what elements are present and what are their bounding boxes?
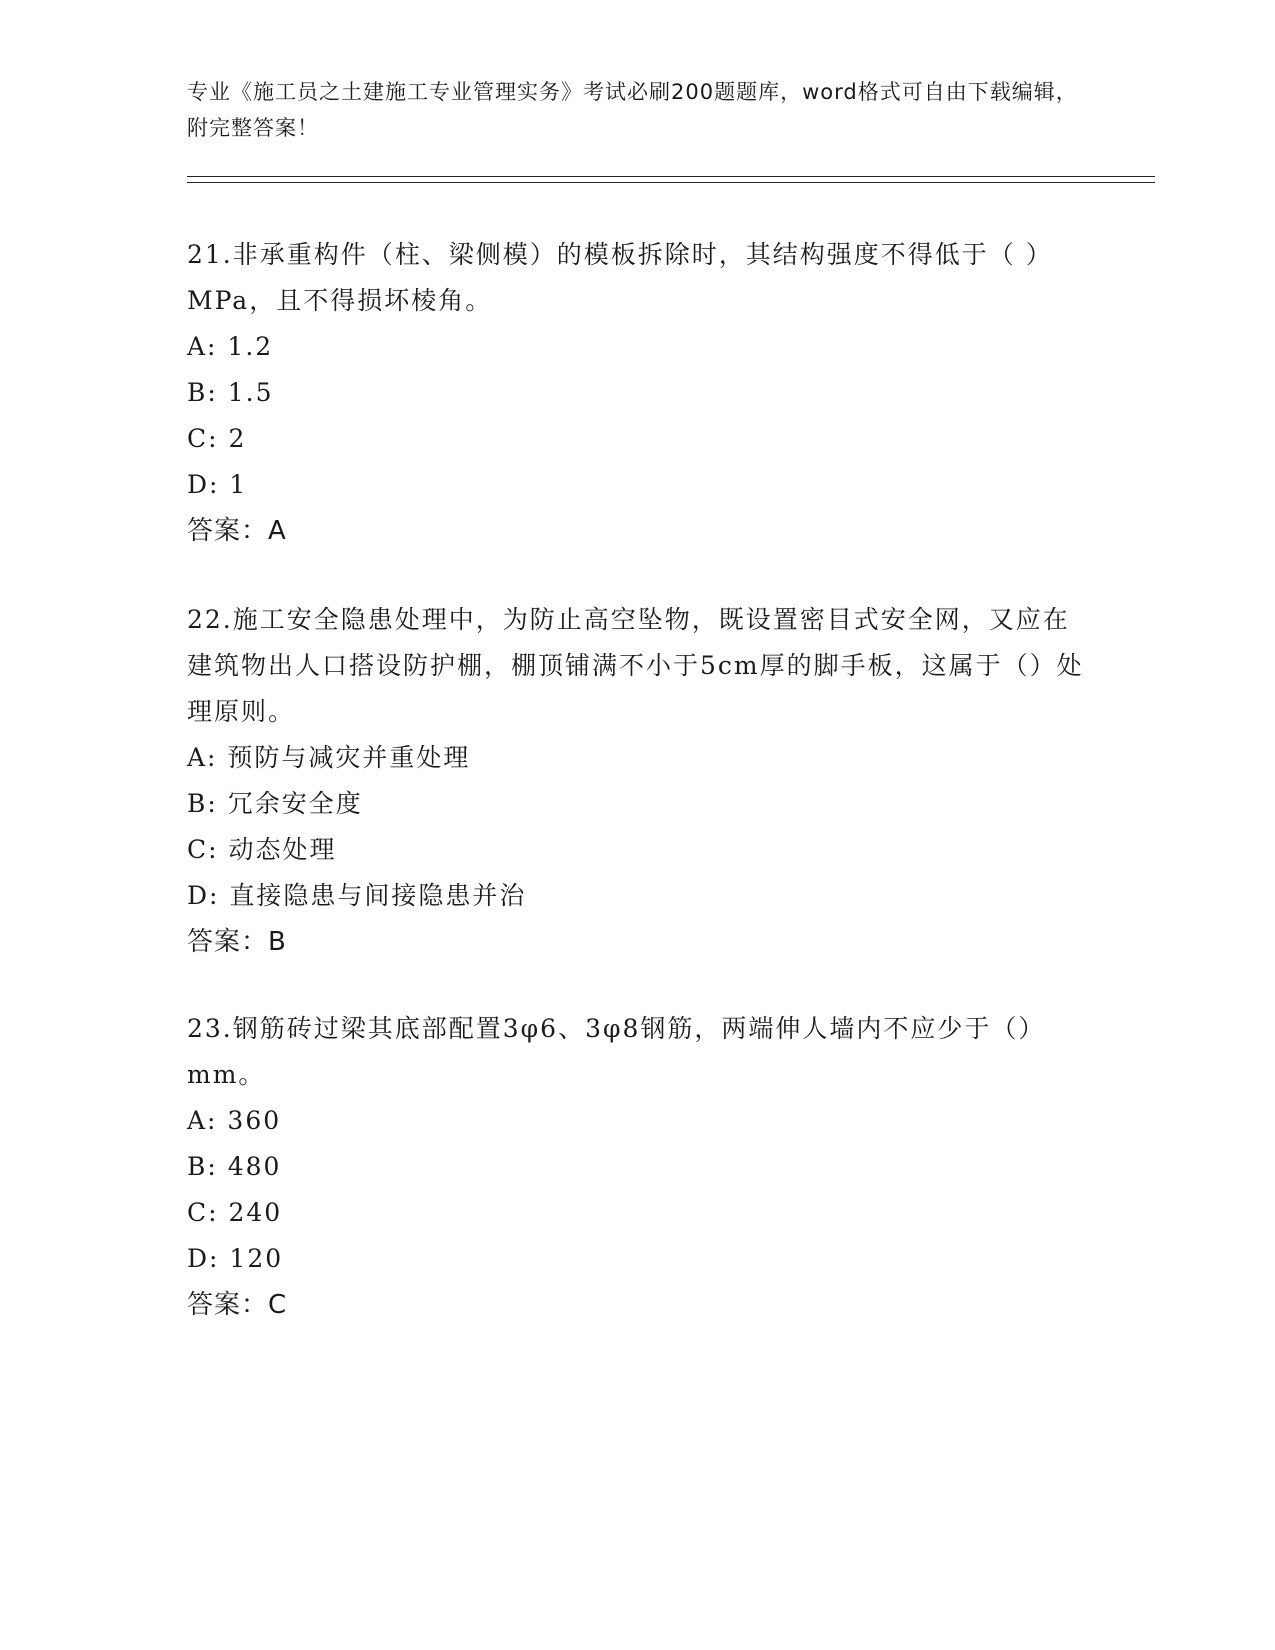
option-d: D: 1 [187, 470, 248, 499]
option-a: A: 360 [187, 1106, 282, 1135]
document-header: 专业《施工员之土建施工专业管理实务》考试必刷200题题库，word格式可自由下载编辑，附完整答案！ [187, 80, 1078, 140]
option-c: C: 动态处理 [187, 835, 337, 864]
question-22 [187, 597, 1087, 965]
option-b: B: 冗余安全度 [187, 789, 363, 818]
header-divider-top [187, 176, 1155, 177]
option-d: D: 120 [187, 1244, 284, 1273]
question-text: 23.钢筋砖过梁其底部配置3φ6、3φ8钢筋，两端伸人墙内不应少于（）mm。 [187, 1014, 1046, 1089]
answer: 答案：C [187, 1290, 288, 1320]
answer: 答案：A [187, 516, 287, 546]
question-text: 21.非承重构件（柱、梁侧模）的模板拆除时，其结构强度不得低于（ ）MPa，且不得损坏棱角。 [187, 240, 1053, 315]
question-21 [187, 232, 1087, 554]
option-c: C: 2 [187, 424, 247, 453]
option-b: B: 480 [187, 1152, 282, 1181]
question-text: 22.施工安全隐患处理中，为防止高空坠物，既设置密目式安全网，又应在建筑物出人口搭设防护棚，棚顶铺满不小于5cm厚的脚手板，这属于（）处理原则。 [187, 605, 1084, 726]
option-c: C: 240 [187, 1198, 283, 1227]
header-divider-bottom [187, 182, 1155, 183]
option-b: B: 1.5 [187, 378, 274, 407]
answer: 答案：B [187, 927, 287, 957]
option-d: D: 直接隐患与间接隐患并治 [187, 881, 527, 910]
option-a: A: 预防与减灾并重处理 [187, 743, 471, 772]
question-23 [187, 1006, 1087, 1328]
option-a: A: 1.2 [187, 332, 274, 361]
